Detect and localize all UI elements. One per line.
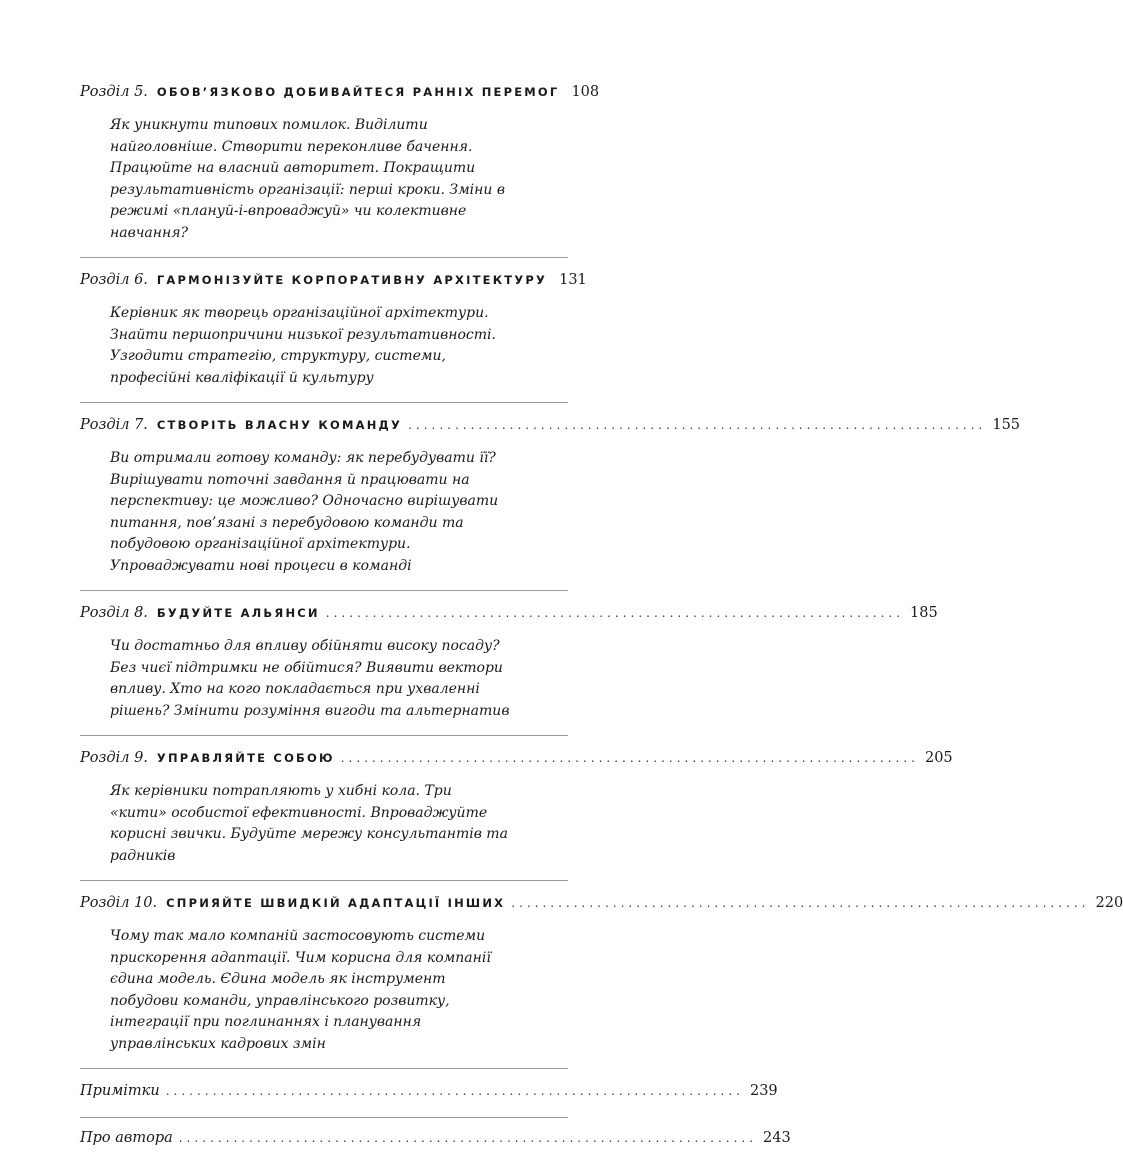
toc-entry-header — [80, 417, 568, 441]
leader-dots: .......................................................................... — [511, 896, 1089, 910]
section-label: Примітки — [80, 1083, 160, 1099]
chapter-title: ОБОВ’ЯЗКОВО ДОБИВАЙТЕСЯ РАННІХ ПЕРЕМОГ — [157, 85, 560, 99]
section-label: Про автора — [80, 1130, 173, 1146]
toc-entry-about-author[interactable] — [80, 1130, 568, 1154]
chapter-label: Розділ 9. — [80, 750, 148, 766]
page-number: 220 — [1096, 895, 1123, 911]
toc-entry-chapter-5[interactable] — [80, 84, 568, 258]
page-number: 131 — [559, 272, 587, 288]
leader-dots: .......................................................................... — [408, 418, 986, 432]
chapter-label: Розділ 5. — [80, 84, 148, 100]
toc-entry-header — [80, 272, 568, 296]
toc-entry-chapter-6[interactable] — [80, 272, 568, 403]
toc-entry-chapter-8[interactable] — [80, 605, 568, 736]
page-number: 108 — [571, 84, 599, 100]
page-number: 185 — [910, 605, 938, 621]
page-number: 155 — [992, 417, 1020, 433]
chapter-label: Розділ 10. — [80, 895, 157, 911]
toc-entry-chapter-9[interactable] — [80, 750, 568, 881]
chapter-description: Чому так мало компаній застосовують системи прискорення адаптації. Чим корисна для компанії єдина модель. Єдина модель як інструмент побудови команди, управлінського розвитку, інтеграції при поглинаннях і планування управлінських кадрових змін — [110, 926, 510, 1055]
leader-dots: .......................................................................... — [326, 606, 904, 620]
chapter-description: Керівник як творець організаційної архітектури. Знайти першопричини низької результативності. Узгодити стратегію, структуру, системи, професійні кваліфікації й культуру — [110, 303, 510, 389]
chapter-title: СТВОРІТЬ ВЛАСНУ КОМАНДУ — [157, 418, 402, 432]
chapter-label: Розділ 8. — [80, 605, 148, 621]
toc-entry-chapter-7[interactable] — [80, 417, 568, 591]
toc-entry-header — [80, 750, 568, 774]
leader-dots: .......................................................................... — [166, 1084, 744, 1098]
leader-dots: .......................................................................... — [179, 1131, 757, 1145]
page-number: 243 — [763, 1130, 791, 1146]
chapter-title: ГАРМОНІЗУЙТЕ КОРПОРАТИВНУ АРХІТЕКТУРУ — [157, 273, 547, 287]
chapter-title: СПРИЯЙТЕ ШВИДКІЙ АДАПТАЦІЇ ІНШИХ — [166, 896, 505, 910]
toc-entry-header — [80, 605, 568, 629]
chapter-description: Як керівники потрапляють у хибні кола. Три «кити» особистої ефективності. Впроваджуйте корисні звички. Будуйте мережу консультантів та радників — [110, 781, 510, 867]
toc-entry-header — [80, 84, 568, 108]
chapter-description: Чи достатньо для впливу обійняти високу посаду? Без чиєї підтримки не обійтися? Виявити вектори впливу. Хто на кого покладається при ухваленні рішень? Змінити розуміння вигоди та альтернатив — [110, 636, 510, 722]
chapter-title: УПРАВЛЯЙТЕ СОБОЮ — [157, 751, 335, 765]
toc-entry-header — [80, 1083, 568, 1107]
toc-entry-header — [80, 1130, 568, 1154]
page-number: 239 — [750, 1083, 778, 1099]
chapter-description: Як уникнути типових помилок. Виділити найголовніше. Створити переконливе бачення. Працюйте на власний авторитет. Покращити результативність організації: перші кроки. Зміни в режимі «плануй-і-впроваджуй» чи колективне навчання? — [110, 115, 510, 244]
leader-dots: .......................................................................... — [341, 751, 919, 765]
page-number: 205 — [925, 750, 953, 766]
toc-entry-header — [80, 895, 568, 919]
table-of-contents — [80, 84, 568, 1154]
chapter-description: Ви отримали готову команду: як перебудувати її? Вирішувати поточні завдання й працювати на перспективу: це можливо? Одночасно вирішувати питання, пов’язані з перебудовою команди та побудовою організаційної архітектури. Упроваджувати нові процеси в команді — [110, 448, 510, 577]
chapter-title: БУДУЙТЕ АЛЬЯНСИ — [157, 606, 320, 620]
toc-entry-notes[interactable] — [80, 1083, 568, 1118]
toc-entry-chapter-10[interactable] — [80, 895, 568, 1069]
chapter-label: Розділ 6. — [80, 272, 148, 288]
chapter-label: Розділ 7. — [80, 417, 148, 433]
